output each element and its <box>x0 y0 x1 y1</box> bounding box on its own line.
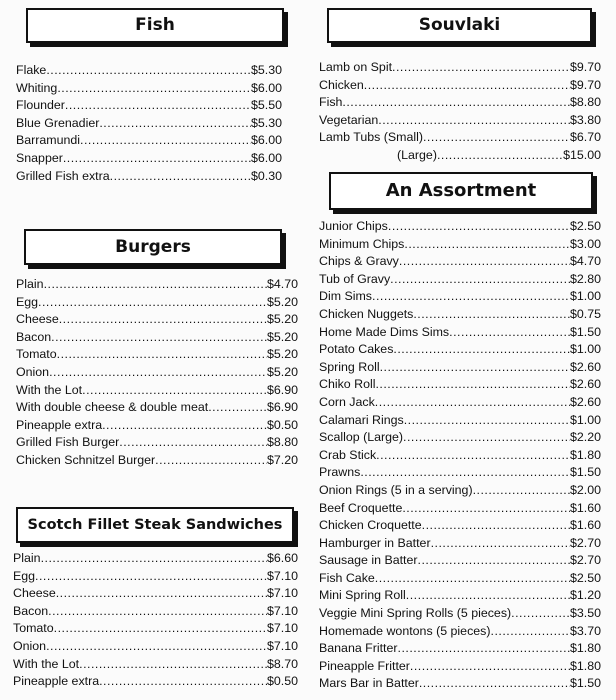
steak-heading: Scotch Fillet Steak Sandwiches <box>27 517 283 533</box>
dot-leader <box>376 447 570 465</box>
menu-item <box>319 253 601 271</box>
menu-item <box>16 364 298 382</box>
menu-item-name: Spring Roll <box>319 359 380 374</box>
menu-item-price: $1.50 <box>569 676 601 691</box>
dot-leader <box>59 311 267 329</box>
dot-leader <box>79 656 267 674</box>
menu-item-price: $3.80 <box>569 112 601 127</box>
menu-item-name: Pineapple Fritter <box>319 658 410 673</box>
fish-heading: Fish <box>135 15 175 35</box>
menu-item-price: $8.80 <box>266 435 298 450</box>
menu-item <box>16 346 298 364</box>
menu-item <box>319 129 601 147</box>
menu-item-price: $9.70 <box>569 60 601 74</box>
dot-leader <box>375 570 570 588</box>
menu-item-name: Homemade wontons (5 pieces) <box>319 623 491 638</box>
menu-item-name: Onion Rings (5 in a serving) <box>319 482 473 497</box>
dot-leader <box>404 236 570 254</box>
menu-item-price: $1.50 <box>569 465 601 480</box>
dot-leader <box>99 115 251 133</box>
menu-item-name: Chicken <box>319 77 364 92</box>
menu-item <box>319 429 601 447</box>
menu-item-price: $1.00 <box>569 342 601 357</box>
menu-item-name: Tomato <box>13 621 54 636</box>
menu-item <box>319 640 601 658</box>
menu-item-price: $5.50 <box>250 98 282 113</box>
assortment-heading-box <box>329 172 593 210</box>
menu-item-name: Plain <box>16 277 44 291</box>
menu-item-name: Snapper <box>16 150 63 165</box>
menu-item <box>319 236 601 254</box>
dot-leader <box>422 517 570 535</box>
menu-item <box>16 382 298 400</box>
menu-item-name: Hamburger in Batter <box>319 535 431 550</box>
souvlaki-heading: Souvlaki <box>418 15 501 35</box>
burgers-price-list <box>16 276 298 470</box>
menu-item-name: With double cheese & double meat <box>16 400 209 415</box>
menu-item <box>319 306 601 324</box>
dot-leader <box>410 658 570 676</box>
dot-leader <box>63 150 251 168</box>
menu-item-price: $7.10 <box>266 603 298 618</box>
menu-item <box>319 59 601 77</box>
menu-item-price: $6.90 <box>266 400 298 415</box>
menu-item-name: Barramundi <box>16 133 81 148</box>
dot-leader <box>51 329 267 347</box>
menu-item-name: Scallop (Large) <box>319 430 404 445</box>
menu-item-name: Flounder <box>16 98 65 113</box>
dot-leader <box>423 129 570 147</box>
menu-item-price: $2.80 <box>569 271 601 286</box>
dot-leader <box>418 552 570 570</box>
menu-item-name: Mini Spring Roll <box>319 588 406 603</box>
menu-item <box>13 585 298 603</box>
menu-item-price: $1.00 <box>569 412 601 427</box>
menu-item-price: $2.60 <box>569 359 601 374</box>
menu-item <box>16 132 282 150</box>
menu-item <box>16 294 298 312</box>
menu-item <box>319 412 601 430</box>
menu-item <box>319 587 601 605</box>
menu-item <box>16 417 298 435</box>
menu-item-price: $1.20 <box>569 588 601 603</box>
menu-item <box>13 656 298 674</box>
menu-item <box>319 447 601 465</box>
menu-item-name: Minimum Chips <box>319 236 405 251</box>
dot-leader <box>392 59 570 77</box>
menu-item-price: $2.20 <box>569 430 601 445</box>
menu-item <box>13 550 298 568</box>
menu-item-name: Chicken Croquette <box>319 518 422 533</box>
menu-item-name: With the Lot <box>13 656 80 671</box>
dot-leader <box>364 77 570 95</box>
menu-item-price: $8.80 <box>569 95 601 110</box>
dot-leader <box>119 434 267 452</box>
menu-item-name: Potato Cakes <box>319 342 394 357</box>
menu-item-price: $5.20 <box>266 312 298 327</box>
menu-item <box>16 276 298 294</box>
assortment-price-list <box>319 218 601 693</box>
menu-item-name: Banana Fritter <box>319 641 398 656</box>
menu-item-name: Bacon <box>13 603 49 618</box>
menu-item-name: (Large) <box>397 147 437 162</box>
menu-item-price: $4.70 <box>569 254 601 269</box>
menu-item-price: $5.30 <box>250 115 282 130</box>
menu-item-price: $5.20 <box>266 364 298 379</box>
menu-item-price: $3.70 <box>569 623 601 638</box>
menu-item <box>16 434 298 452</box>
menu-item-price: $4.70 <box>266 277 298 291</box>
dot-leader <box>375 394 570 412</box>
menu-item <box>319 517 601 535</box>
menu-item <box>319 482 601 500</box>
dot-leader <box>473 482 570 500</box>
menu-item <box>319 359 601 377</box>
menu-item-price: $0.50 <box>266 417 298 432</box>
menu-item-name: Calamari Rings <box>319 412 404 427</box>
menu-item <box>16 150 282 168</box>
menu-item-name: Onion <box>16 364 50 379</box>
menu-item-price: $5.20 <box>266 347 298 362</box>
menu-item-name: Flake <box>16 63 47 77</box>
menu-item-name: Cheese <box>16 312 59 327</box>
menu-item-price: $6.00 <box>250 80 282 95</box>
dot-leader <box>48 603 267 621</box>
menu-item-price: $1.80 <box>569 641 601 656</box>
menu-item-price: $1.50 <box>569 324 601 339</box>
menu-item-name: Corn Jack <box>319 394 375 409</box>
steak-price-list <box>13 550 298 691</box>
menu-item-name: Mars Bar in Batter <box>319 676 419 691</box>
dot-leader <box>110 168 251 186</box>
menu-item-price: $2.70 <box>569 553 601 568</box>
menu-item-name: Prawns <box>319 465 361 480</box>
dot-leader <box>431 535 570 553</box>
menu-item <box>13 568 298 586</box>
menu-item-price: $2.00 <box>569 482 601 497</box>
dot-leader <box>437 147 563 165</box>
menu-item-name: Beef Croquette <box>319 500 403 515</box>
menu-item-name: Junior Chips <box>319 219 388 233</box>
menu-item-name: Chicken Nuggets <box>319 306 414 321</box>
steak-heading-box <box>16 507 294 543</box>
menu-item <box>319 94 601 112</box>
dot-leader <box>378 112 570 130</box>
menu-item-name: Grilled Fish Burger <box>16 435 120 450</box>
menu-item-name: Pineapple extra <box>16 417 103 432</box>
menu-item-price: $5.20 <box>266 294 298 309</box>
dot-leader <box>99 673 267 691</box>
dot-leader <box>380 359 570 377</box>
menu-item-name: Egg <box>13 568 36 583</box>
souvlaki-heading-box <box>327 8 592 43</box>
menu-item <box>16 62 282 80</box>
dot-leader <box>35 568 267 586</box>
menu-item-price: $6.00 <box>250 133 282 148</box>
dot-leader <box>82 382 267 400</box>
dot-leader <box>65 97 251 115</box>
menu-item-price: $15.00 <box>563 147 601 162</box>
menu-item <box>319 605 601 623</box>
menu-item <box>319 376 601 394</box>
menu-item-price: $3.50 <box>569 606 601 621</box>
dot-leader <box>41 550 267 568</box>
dot-leader <box>208 399 267 417</box>
dot-leader <box>372 288 570 306</box>
menu-item-name: Grilled Fish extra <box>16 168 110 183</box>
menu-item <box>16 329 298 347</box>
dot-leader <box>390 271 570 289</box>
menu-item-name: Sausage in Batter <box>319 553 418 568</box>
menu-item-name: Tub of Gravy <box>319 271 391 286</box>
menu-item-price: $7.10 <box>266 586 298 601</box>
menu-item <box>16 97 282 115</box>
menu-item <box>13 673 298 691</box>
menu-item-name: Blue Grenadier <box>16 115 100 130</box>
dot-leader <box>102 417 267 435</box>
menu-item <box>16 168 282 186</box>
menu-item-name: Dim Sims <box>319 289 372 304</box>
menu-item-price: $7.20 <box>266 452 298 467</box>
burgers-heading-box <box>24 229 282 265</box>
burgers-heading: Burgers <box>115 237 191 257</box>
dot-leader <box>404 412 570 430</box>
dot-leader <box>54 620 267 638</box>
menu-item <box>319 552 601 570</box>
menu-item <box>319 675 601 693</box>
menu-item-price: $7.10 <box>266 568 298 583</box>
menu-item-price: $8.70 <box>266 656 298 671</box>
dot-leader <box>57 80 251 98</box>
menu-item <box>16 115 282 133</box>
fish-heading-box <box>26 8 284 43</box>
menu-item-price: $2.70 <box>569 535 601 550</box>
dot-leader <box>56 585 267 603</box>
fish-price-list <box>16 62 282 185</box>
dot-leader <box>155 452 267 470</box>
menu-item <box>319 112 601 130</box>
menu-item-name: Chiko Roll <box>319 377 376 392</box>
menu-item-price: $1.00 <box>569 289 601 304</box>
menu-item-price: $6.90 <box>266 382 298 397</box>
dot-leader <box>402 500 570 518</box>
menu-item-name: Chicken Schnitzel Burger <box>16 452 156 467</box>
menu-item <box>13 638 298 656</box>
dot-leader <box>38 294 267 312</box>
menu-item-price: $6.00 <box>250 150 282 165</box>
dot-leader <box>342 94 570 112</box>
menu-item-price: $0.75 <box>569 306 601 321</box>
menu-item-name: Fish Cake <box>319 570 375 585</box>
menu-item <box>319 77 601 95</box>
menu-item-name: Chips & Gravy <box>319 254 399 269</box>
menu-item <box>319 570 601 588</box>
menu-item-price: $0.50 <box>266 674 298 689</box>
menu-item <box>16 399 298 417</box>
dot-leader <box>44 276 267 294</box>
menu-item-price: $9.70 <box>569 77 601 92</box>
dot-leader <box>360 464 570 482</box>
dot-leader <box>398 640 570 658</box>
menu-item-name: Lamb Tubs (Small) <box>319 130 423 145</box>
dot-leader <box>399 253 570 271</box>
menu-item-name: Vegetarian <box>319 112 379 127</box>
menu-item-name: Bacon <box>16 329 52 344</box>
menu-item <box>319 535 601 553</box>
dot-leader <box>57 346 267 364</box>
menu-item-name: Lamb on Spit <box>319 60 393 74</box>
menu-item-price: $1.60 <box>569 500 601 515</box>
menu-item-price: $1.60 <box>569 518 601 533</box>
menu-item-price: $6.60 <box>266 551 298 565</box>
dot-leader <box>406 587 570 605</box>
menu-item <box>16 452 298 470</box>
menu-item <box>16 311 298 329</box>
menu-item-name: With the Lot <box>16 382 83 397</box>
dot-leader <box>388 218 570 236</box>
dot-leader <box>403 429 570 447</box>
dot-leader <box>46 638 267 656</box>
dot-leader <box>491 623 570 641</box>
menu-item-price: $2.60 <box>569 377 601 392</box>
menu-item <box>319 218 601 236</box>
dot-leader <box>511 605 570 623</box>
menu-item-price: $1.80 <box>569 447 601 462</box>
menu-item-name: Onion <box>13 638 47 653</box>
menu-item-name: Veggie Mini Spring Rolls (5 pieces) <box>319 606 512 621</box>
dot-leader <box>375 376 570 394</box>
menu-item <box>319 623 601 641</box>
dot-leader <box>393 341 570 359</box>
menu-item <box>319 271 601 289</box>
menu-item-name: Fish <box>319 95 343 110</box>
dot-leader <box>80 132 251 150</box>
menu-item-name: Cheese <box>13 586 56 601</box>
dot-leader <box>449 324 570 342</box>
menu-item-name: Crab Stick <box>319 447 377 462</box>
menu-item-price: $3.00 <box>569 236 601 251</box>
menu-item <box>319 464 601 482</box>
menu-item <box>13 620 298 638</box>
menu-item-name: Whiting <box>16 80 58 95</box>
menu-item-name: Tomato <box>16 347 57 362</box>
menu-item <box>319 324 601 342</box>
menu-item-price: $2.60 <box>569 394 601 409</box>
menu-item-price: $5.20 <box>266 329 298 344</box>
menu-item-price: $0.30 <box>250 168 282 183</box>
menu-item-price: $7.10 <box>266 621 298 636</box>
menu-item-price: $2.50 <box>569 219 601 233</box>
menu-item-name: Plain <box>13 551 41 565</box>
menu-item <box>319 147 601 165</box>
menu-item-price: $5.30 <box>250 63 282 77</box>
menu-item-price: $7.10 <box>266 638 298 653</box>
menu-item-name: Pineapple extra <box>13 674 100 689</box>
menu-item <box>13 603 298 621</box>
menu-item <box>319 658 601 676</box>
menu-item-name: Home Made Dims Sims <box>319 324 450 339</box>
menu-item <box>319 288 601 306</box>
menu-item-name: Egg <box>16 294 39 309</box>
assortment-heading: An Assortment <box>385 180 537 201</box>
dot-leader <box>46 62 251 80</box>
menu-item-price: $1.80 <box>569 658 601 673</box>
dot-leader <box>413 306 570 324</box>
menu-item <box>319 394 601 412</box>
dot-leader <box>49 364 267 382</box>
menu-item <box>319 341 601 359</box>
souvlaki-price-list <box>319 59 601 165</box>
menu-item <box>16 80 282 98</box>
menu-item-price: $6.70 <box>569 130 601 145</box>
menu-item-price: $2.50 <box>569 570 601 585</box>
dot-leader <box>419 675 570 693</box>
menu-item <box>319 500 601 518</box>
